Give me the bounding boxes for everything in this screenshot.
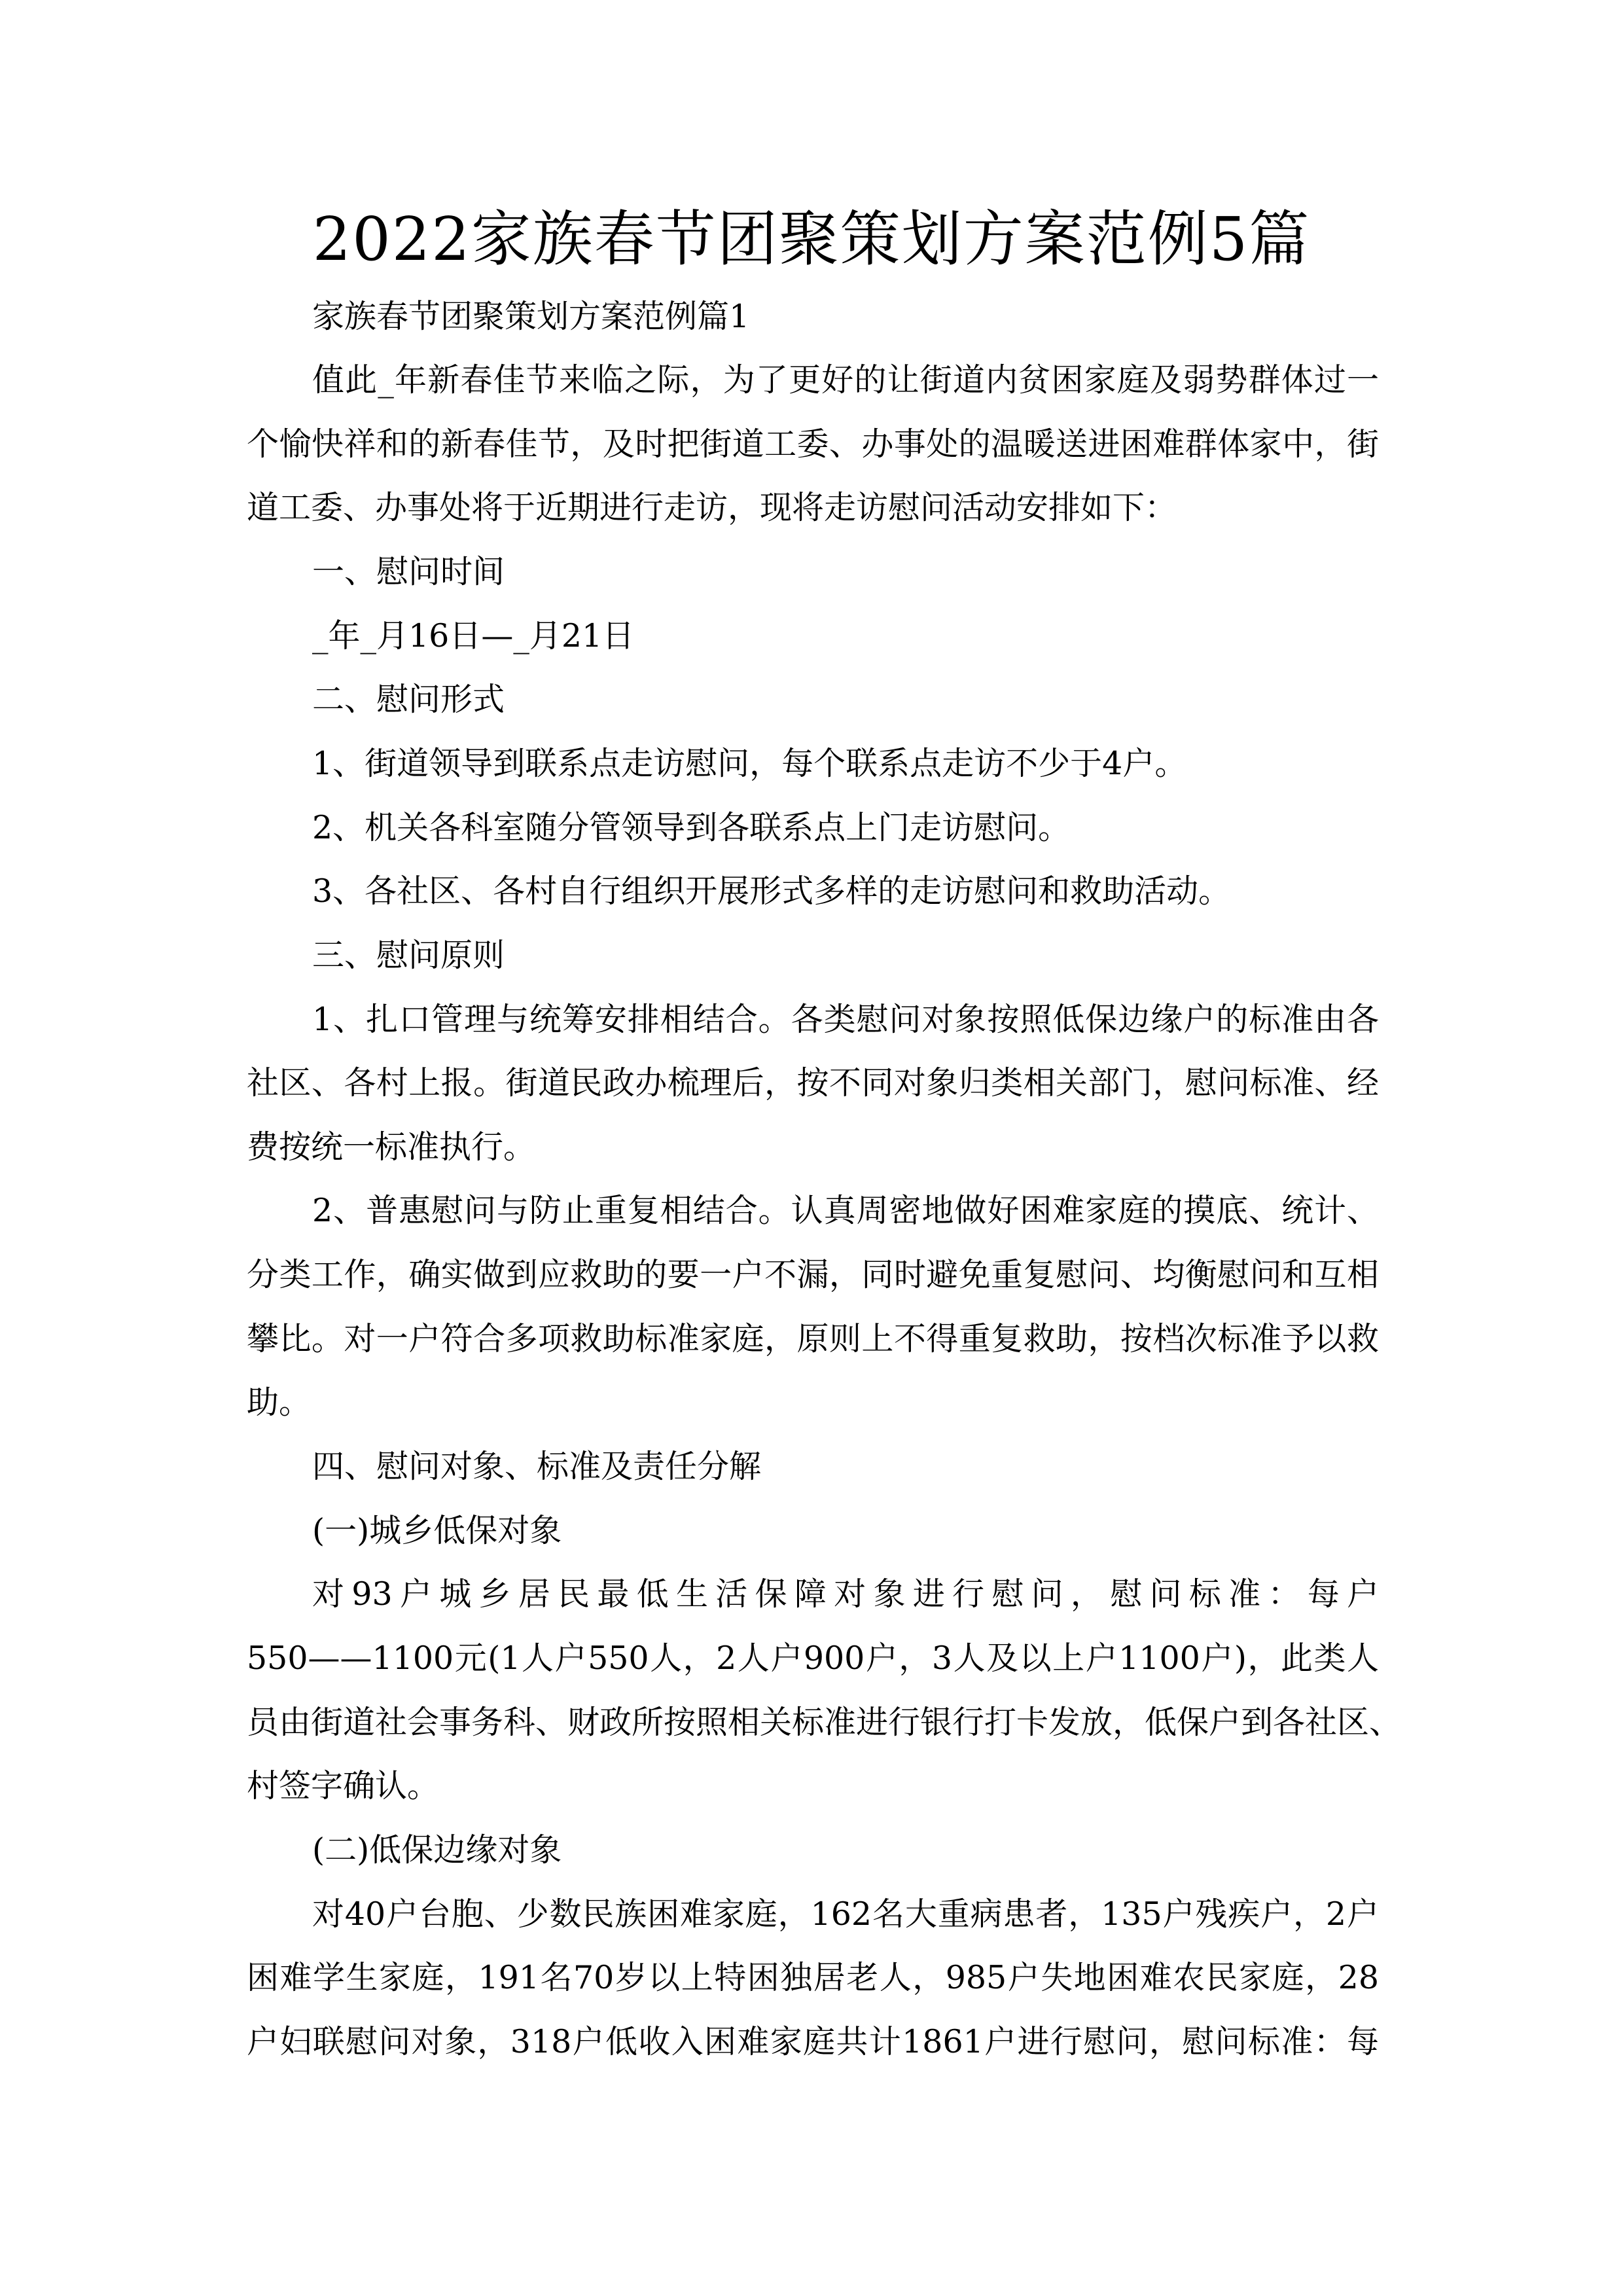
body-text-line: 1、街道领导到联系点走访慰问，每个联系点走访不少于4户。 [312, 745, 1187, 782]
body-text-line: 值此_年新春佳节来临之际，为了更好的让街道内贫困家庭及弱势群体过一 [312, 361, 1379, 399]
body-text-line: 四、慰问对象、标准及责任分解 [312, 1448, 762, 1485]
body-text-line: 个愉快祥和的新春佳节，及时把街道工委、办事处的温暖送进困难群体家中，街 [247, 425, 1379, 463]
body-text-line: 3、各社区、各村自行组织开展形式多样的走访慰问和救助活动。 [312, 872, 1231, 910]
body-text-line: 费按统一标准执行。 [247, 1128, 536, 1166]
body-text-line: (二)低保边缘对象 [312, 1831, 562, 1869]
section-heading: 家族春节团聚策划方案范例篇1 [312, 298, 750, 335]
body-text-line: 员由街道社会事务科、财政所按照相关标准进行银行打卡发放，低保户到各社区、 [247, 1704, 1402, 1741]
body-text-line: 三、慰问原则 [312, 937, 505, 974]
body-text-line: 道工委、办事处将于近期进行走访，现将走访慰问活动安排如下： [247, 489, 1177, 526]
body-text-line: 社区、各村上报。街道民政办梳理后，按不同对象归类相关部门，慰问标准、经 [247, 1064, 1379, 1102]
body-text-line: 二、慰问形式 [312, 681, 505, 718]
body-text-line: (一)城乡低保对象 [312, 1512, 562, 1549]
body-text-line: 助。 [247, 1384, 312, 1421]
body-text-line: 对40户台胞、少数民族困难家庭，162名大重病患者，135户残疾户，2户 [312, 1895, 1379, 1933]
body-text-line: 攀比。对一户符合多项救助标准家庭，原则上不得重复救助，按档次标准予以救 [247, 1320, 1379, 1357]
body-text-line: 一、慰问时间 [312, 553, 505, 590]
document-title: 2022家族春节团聚策划方案范例5篇 [312, 204, 1311, 274]
body-text-line: 分类工作，确实做到应救助的要一户不漏，同时避免重复慰问、均衡慰问和互相 [247, 1256, 1379, 1293]
body-text-line: 2、机关各科室随分管领导到各联系点上门走访慰问。 [312, 809, 1071, 846]
body-text-line: 1、扎口管理与统筹安排相结合。各类慰问对象按照低保边缘户的标准由各 [312, 1001, 1379, 1038]
body-text-line: 困难学生家庭，191名70岁以上特困独居老人，985户失地困难农民家庭，28 [247, 1959, 1379, 1996]
body-text-line: 户妇联慰问对象，318户低收入困难家庭共计1861户进行慰问，慰问标准：每 [247, 2023, 1379, 2060]
body-text-line: _年_月16日—_月21日 [312, 617, 635, 655]
body-text-line: 2、普惠慰问与防止重复相结合。认真周密地做好困难家庭的摸底、统计、 [312, 1192, 1379, 1229]
body-text-line: 村签字确认。 [247, 1767, 440, 1804]
body-text-line: 550——1100元(1人户550人，2人户900户，3人及以上户1100户)，此类人 [247, 1640, 1379, 1677]
body-text-line: 对93户城乡居民最低生活保障对象进行慰问，慰问标准：每户 [312, 1575, 1379, 1613]
